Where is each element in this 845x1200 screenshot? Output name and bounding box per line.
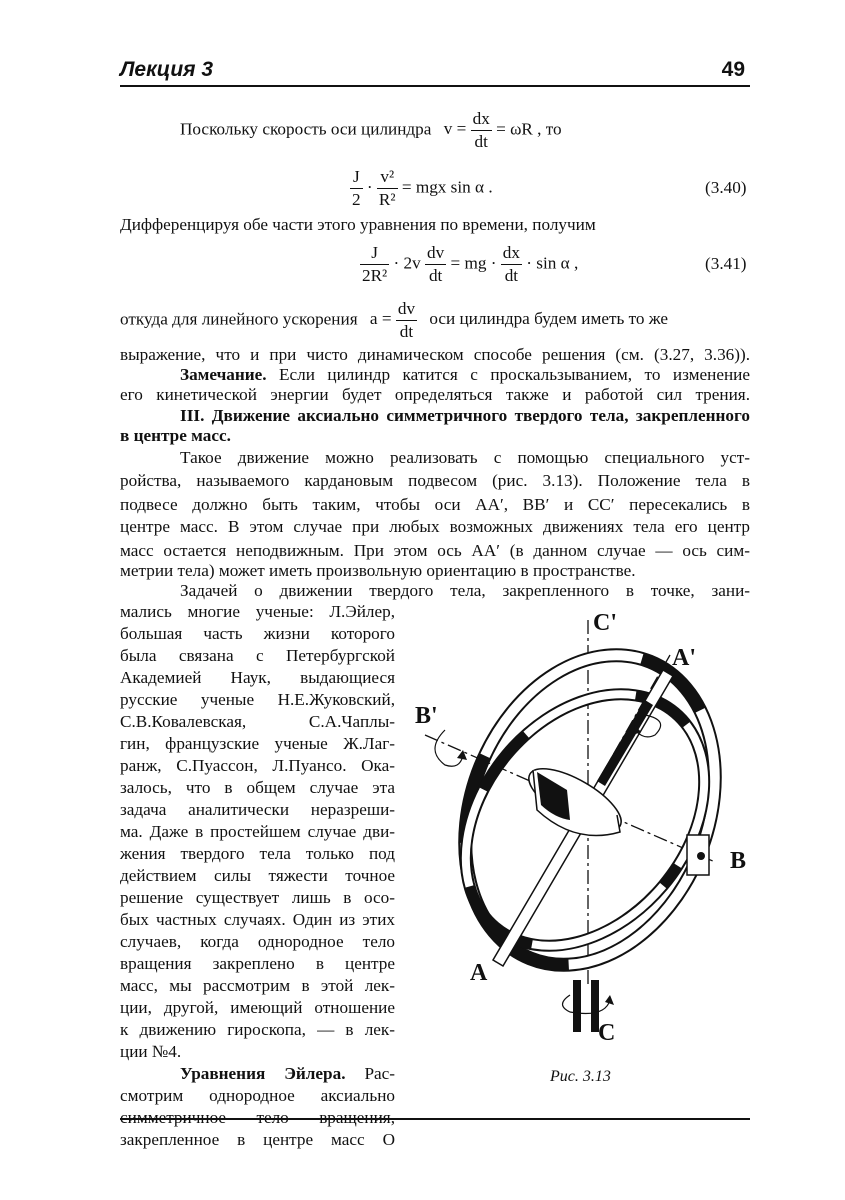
equation-3-41 bbox=[360, 242, 578, 287]
velocity-line bbox=[180, 108, 562, 153]
denominator: dt bbox=[474, 132, 488, 151]
label-b-prime: B' bbox=[415, 703, 438, 729]
numerator: J bbox=[360, 242, 389, 265]
text-span: = mgx sin α . bbox=[401, 177, 493, 197]
note-line-2: его кинетической энергии будет определяться также и работой сил трения. bbox=[120, 385, 750, 404]
column-line: бых частных случаях. Один из этих bbox=[120, 910, 395, 929]
rod-dark-segment bbox=[597, 700, 653, 786]
text-span: Рас- bbox=[345, 1064, 395, 1083]
fraction-j-2 bbox=[350, 166, 363, 211]
euler-heading-line bbox=[120, 1063, 395, 1085]
column-line: закрепленное в центре масс О bbox=[120, 1130, 395, 1149]
paragraph-line: центре масс. В этом случае при любых возможных движениях тела его центр bbox=[120, 517, 750, 536]
fraction-dx-dt bbox=[471, 108, 492, 153]
arrowhead bbox=[605, 995, 614, 1005]
bearing-hole bbox=[697, 852, 705, 860]
acceleration-line bbox=[120, 298, 750, 343]
note-line-1 bbox=[180, 364, 750, 386]
equation-number-3-40: (3.40) bbox=[705, 178, 747, 197]
fraction-dv-dt-3 bbox=[396, 298, 417, 343]
equation-number-3-41: (3.41) bbox=[705, 254, 747, 273]
denominator: 2 bbox=[352, 190, 361, 209]
euler-heading: Уравнения Эйлера. bbox=[180, 1064, 346, 1083]
section-heading-line-1: III. Движение аксиально симметричного твердого тела, закрепленного bbox=[180, 406, 750, 425]
formula-a: a = bbox=[369, 309, 392, 329]
column-line: была связана с Петербургской bbox=[120, 646, 395, 665]
column-line: действием силы тяжести точное bbox=[120, 866, 395, 885]
fraction-v2-r2 bbox=[377, 166, 398, 211]
equation-3-40: $\frac{J}{2}$ · $\frac{\text{v²}}{\text{R²}}$ = mgx sin α . bbox=[352, 167, 493, 209]
denominator: R² bbox=[378, 190, 396, 209]
column-line: жения твердого тела только под bbox=[120, 844, 395, 863]
denominator: 2R² bbox=[362, 266, 388, 285]
column-line: мались многие ученые: Л.Эйлер, bbox=[120, 602, 395, 621]
column-line: к движению гироскопа, — в лек- bbox=[120, 1020, 395, 1039]
column-line: большая часть жизни которого bbox=[120, 624, 395, 643]
column-line: задача аналитически неразреши- bbox=[120, 800, 395, 819]
denominator: dt bbox=[428, 266, 443, 285]
footer-rule bbox=[120, 1118, 750, 1120]
paragraph-line: Такое движение можно реализовать с помощью специального уст- bbox=[180, 448, 750, 467]
denominator: dt bbox=[504, 266, 519, 285]
rotation-arrow-c bbox=[563, 995, 611, 1014]
column-line: ции, другой, имеющий отношение bbox=[120, 998, 395, 1017]
rotation-arrow-b bbox=[435, 730, 463, 766]
running-head-title: Лекция 3 bbox=[120, 58, 214, 81]
label-b: B bbox=[730, 848, 747, 874]
column-line: гин, французские ученые Ж.Лаг- bbox=[120, 734, 395, 753]
label-c-prime: C' bbox=[593, 610, 617, 636]
arrowhead bbox=[457, 750, 467, 760]
text-span: оси цилиндра будем иметь то же bbox=[429, 309, 669, 329]
figure-caption: Рис. 3.13 bbox=[550, 1068, 611, 1085]
numerator: J bbox=[350, 166, 363, 189]
gimbal-figure bbox=[405, 600, 765, 1050]
label-c: C bbox=[598, 1020, 616, 1046]
paragraph-line: Задачей о движении твердого тела, закрепленного в точке, зани- bbox=[180, 581, 750, 600]
header-rule bbox=[120, 85, 750, 87]
text-span: откуда для линейного ускорения bbox=[120, 309, 358, 329]
text-span: = ωR , то bbox=[496, 119, 562, 139]
numerator: dv bbox=[425, 242, 446, 265]
numerator: dv bbox=[396, 298, 417, 321]
column-line: С.В.Ковалевская, С.А.Чаплы- bbox=[120, 712, 395, 731]
text-span: · 2v bbox=[393, 253, 421, 273]
differentiate-line: Дифференцируя обе части этого уравнения по времени, получим bbox=[120, 215, 596, 234]
column-line: Академией Наук, выдающиеся bbox=[120, 668, 395, 687]
paragraph-line: масс остается неподвижным. При этом ось AA′ (в данном случае — ось сим- bbox=[120, 541, 750, 560]
paragraph-line: метрии тела) может иметь произвольную ориентацию в пространстве. bbox=[120, 561, 636, 580]
column-line: масс, мы рассмотрим в этой лек- bbox=[120, 976, 395, 995]
column-line: ранж, С.Пуассон, Л.Пуансо. Ока- bbox=[120, 756, 395, 775]
column-line: случаев, когда однородное тело bbox=[120, 932, 395, 951]
paragraph-line: ройства, называемого кардановым подвесом (рис. 3.13). Положение тела в bbox=[120, 471, 750, 490]
column-line: ма. Даже в простейшем случае дви- bbox=[120, 822, 395, 841]
numerator: v² bbox=[377, 166, 398, 189]
label-a-prime: A' bbox=[672, 645, 696, 671]
fraction-dx-dt-2 bbox=[501, 242, 522, 287]
text-line: выражение, что и при чисто динамическом способе решения (см. (3.27, 3.36)). bbox=[120, 345, 750, 364]
column-line: смотрим однородное аксиально bbox=[120, 1086, 395, 1105]
paragraph-line: подвесе должно быть таким, чтобы оси AA′, BB′ и CC′ пересекались в bbox=[120, 495, 750, 514]
column-line: решение существует лишь в осо- bbox=[120, 888, 395, 907]
text-span: · sin α , bbox=[526, 253, 579, 273]
text-span: Если цилиндр катится с проскальзыванием, то изменение bbox=[266, 365, 750, 384]
formula-v: v = bbox=[443, 119, 467, 139]
column-line: залось, что в общем случае эта bbox=[120, 778, 395, 797]
shaft-left bbox=[573, 980, 581, 1032]
label-a: A bbox=[470, 960, 488, 986]
note-label: Замечание. bbox=[180, 365, 267, 384]
column-line: русские ученые Н.Е.Жуковский, bbox=[120, 690, 395, 709]
section-heading-line-2: в центре масс. bbox=[120, 426, 231, 445]
text-span: Поскольку скорость оси цилиндра bbox=[180, 119, 432, 139]
column-text bbox=[120, 601, 395, 1151]
denominator: dt bbox=[399, 322, 414, 341]
numerator: dx bbox=[471, 108, 492, 131]
fraction-dv-dt bbox=[425, 242, 446, 287]
page-number: 49 bbox=[721, 58, 745, 81]
text-span: = mg · bbox=[450, 253, 497, 273]
fraction-j-2r2 bbox=[360, 242, 389, 287]
column-line: ции №4. bbox=[120, 1042, 182, 1061]
column-line: вращения закреплено в центре bbox=[120, 954, 395, 973]
numerator: dx bbox=[501, 242, 522, 265]
